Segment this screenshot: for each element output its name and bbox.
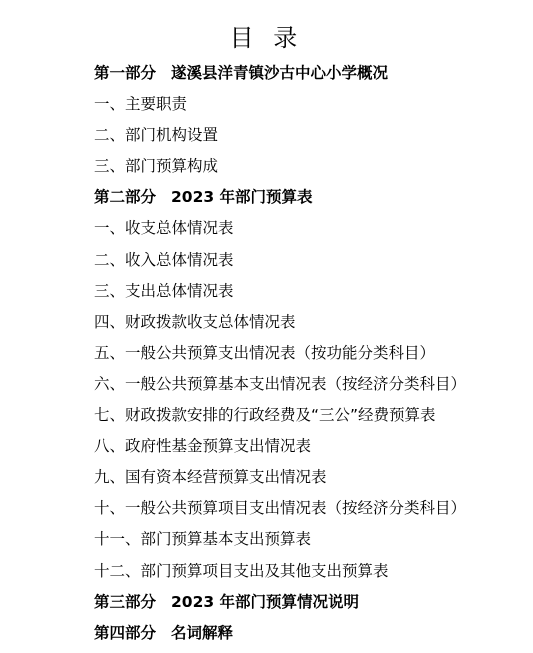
part-title: 遂溪县洋青镇沙古中心小学概况 xyxy=(171,64,389,82)
part-title: 2023 年部门预算情况说明 xyxy=(171,592,360,611)
part-label: 第一部分 xyxy=(94,64,157,82)
toc-item: 三、部门预算构成 xyxy=(94,157,219,176)
toc-item: 十二、部门预算项目支出及其他支出预算表 xyxy=(94,561,389,580)
toc-item: 十、一般公共预算项目支出情况表（按经济分类科目） xyxy=(94,499,467,518)
toc-title: 目 录 xyxy=(229,24,304,52)
toc-part-2 xyxy=(94,184,466,215)
part-title: 名词解释 xyxy=(171,623,234,642)
part-title: 2023 年部门预算表 xyxy=(171,188,313,207)
part-label: 第四部分 xyxy=(94,623,157,642)
toc-part-3 xyxy=(94,589,466,620)
toc-item: 六、一般公共预算基本支出情况表（按经济分类科目） xyxy=(94,374,467,393)
toc-item: 九、国有资本经营预算支出情况表 xyxy=(94,468,327,487)
toc-item: 一、收支总体情况表 xyxy=(94,219,234,238)
toc-part-1 xyxy=(94,60,466,91)
toc-item: 四、财政拨款收支总体情况表 xyxy=(94,312,296,331)
toc-item: 三、支出总体情况表 xyxy=(94,281,234,300)
toc-item: 十一、部门预算基本支出预算表 xyxy=(94,530,312,549)
toc-item: 八、政府性基金预算支出情况表 xyxy=(94,437,312,456)
toc-item: 一、主要职责 xyxy=(94,95,188,114)
toc-list xyxy=(94,60,466,651)
part-label: 第二部分 xyxy=(94,188,157,207)
toc-item: 二、收入总体情况表 xyxy=(94,250,234,269)
part-label: 第三部分 xyxy=(94,592,157,611)
toc-item: 七、财政拨款安排的行政经费及“三公”经费预算表 xyxy=(94,406,436,425)
toc-item: 五、一般公共预算支出情况表（按功能分类科目） xyxy=(94,343,436,362)
toc-item: 二、部门机构设置 xyxy=(94,126,219,145)
toc-part-4 xyxy=(94,620,466,651)
